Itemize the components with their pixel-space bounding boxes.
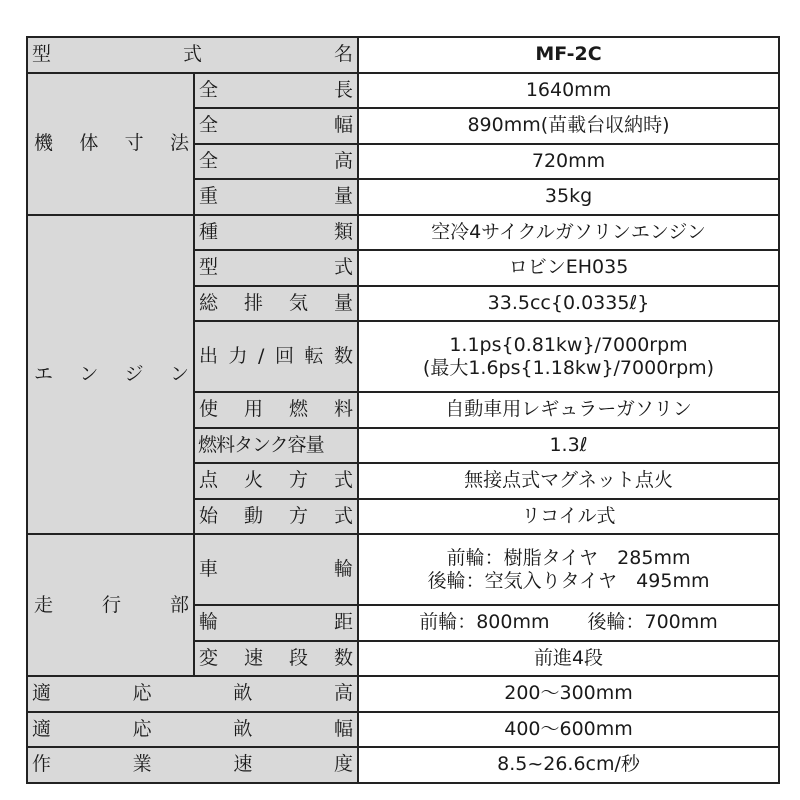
label-width bbox=[194, 108, 358, 144]
label-char: 転 bbox=[304, 345, 324, 368]
row-model bbox=[27, 37, 779, 73]
label-char: 式 bbox=[334, 469, 354, 492]
label-output bbox=[194, 321, 358, 392]
label-char: 料 bbox=[334, 398, 354, 421]
label-char: 段 bbox=[289, 646, 309, 669]
label-char: / bbox=[258, 345, 265, 368]
label-weight bbox=[194, 179, 358, 215]
row-wheels bbox=[27, 534, 779, 570]
value-engine-type: 空冷4サイクルガソリンエンジン bbox=[358, 215, 779, 251]
spec-sheet bbox=[26, 36, 778, 784]
label-ignition bbox=[194, 463, 358, 499]
value-width: 890mm(苗載台収納時) bbox=[358, 108, 779, 144]
label-char: 重 bbox=[199, 185, 219, 208]
label-char: 方 bbox=[289, 504, 309, 527]
value-ridge-width: 400～600mm bbox=[358, 712, 779, 748]
value-ignition: 無接点式マグネット点火 bbox=[358, 463, 779, 499]
label-tank bbox=[194, 428, 358, 464]
label-char: 全 bbox=[199, 78, 219, 101]
label-char: 型 bbox=[199, 256, 219, 279]
row-ridge-width bbox=[27, 712, 779, 748]
label-starting bbox=[194, 499, 358, 535]
group-char: 走 bbox=[34, 593, 54, 616]
label-ridge-width bbox=[27, 712, 358, 748]
label-char: 長 bbox=[334, 78, 354, 101]
label-char: 型 bbox=[32, 43, 52, 66]
label-char: 数 bbox=[333, 345, 353, 368]
label-char: 速 bbox=[244, 646, 264, 669]
label-char: 式 bbox=[334, 256, 354, 279]
label-char: 気 bbox=[289, 291, 309, 314]
label-engine-type bbox=[194, 215, 358, 251]
label-gears bbox=[194, 641, 358, 677]
value-fuel: 自動車用レギュラーガソリン bbox=[358, 392, 779, 428]
label-char: 輪 bbox=[199, 611, 219, 634]
value-tank: 1.3ℓ bbox=[358, 428, 779, 464]
label-char: 燃 bbox=[289, 398, 309, 421]
label-engine-model bbox=[194, 250, 358, 286]
value-output-line: (最大1.6ps{1.18kw}/7000rpm) bbox=[422, 356, 715, 379]
label-char: 全 bbox=[199, 114, 219, 137]
label-char: 作 bbox=[32, 753, 52, 776]
group-char: 体 bbox=[79, 132, 99, 155]
value-displacement: 33.5cc{0.0335ℓ} bbox=[358, 286, 779, 322]
label-char: 幅 bbox=[334, 114, 354, 137]
label-char: 距 bbox=[334, 611, 354, 634]
row-length bbox=[27, 73, 779, 109]
group-char: ン bbox=[169, 362, 189, 385]
label-char: 始 bbox=[199, 504, 219, 527]
value-engine-model: ロビンEH035 bbox=[358, 250, 779, 286]
group-travel bbox=[27, 534, 194, 676]
label-char: 点 bbox=[199, 469, 219, 492]
row-work-speed bbox=[27, 747, 779, 783]
label-char: 速 bbox=[233, 753, 253, 776]
label-displacement bbox=[194, 286, 358, 322]
label-char: 回 bbox=[274, 345, 294, 368]
label-char: 名 bbox=[334, 43, 354, 66]
label-char: 畝 bbox=[233, 682, 253, 705]
value-output bbox=[358, 321, 779, 392]
value-length: 1640mm bbox=[358, 73, 779, 109]
value-wheels-line: 後輪：空気入りタイヤ 495mm bbox=[427, 569, 710, 592]
value-weight: 35kg bbox=[358, 179, 779, 215]
group-char: 部 bbox=[169, 593, 189, 616]
label-char: 種 bbox=[199, 220, 219, 243]
label-char: 度 bbox=[333, 753, 353, 776]
label-char: 幅 bbox=[333, 717, 353, 740]
label-wheelbase bbox=[194, 605, 358, 641]
label-char: 排 bbox=[244, 291, 264, 314]
value-wheelbase: 前輪：800mm 後輪：700mm bbox=[358, 605, 779, 641]
label-char: 高 bbox=[334, 149, 354, 172]
label-char: 動 bbox=[244, 504, 264, 527]
label-char: 用 bbox=[244, 398, 264, 421]
label-char: 業 bbox=[132, 753, 152, 776]
label-char: 畝 bbox=[233, 717, 253, 740]
label-fuel bbox=[194, 392, 358, 428]
spec-table bbox=[26, 36, 780, 784]
label-char: 数 bbox=[334, 646, 354, 669]
label-char: 出 bbox=[199, 345, 219, 368]
label-text: 燃料タンク容量 bbox=[198, 433, 324, 456]
row-engine-type bbox=[27, 215, 779, 251]
label-ridge-height bbox=[27, 676, 358, 712]
value-wheels bbox=[358, 534, 779, 605]
value-starting: リコイル式 bbox=[358, 499, 779, 535]
label-char: 適 bbox=[32, 682, 52, 705]
label-char: 使 bbox=[199, 398, 219, 421]
group-char: 寸 bbox=[124, 132, 144, 155]
label-char: 方 bbox=[289, 469, 309, 492]
group-char: 機 bbox=[34, 132, 54, 155]
value-output-line: 1.1ps{0.81kw}/7000rpm bbox=[449, 333, 688, 356]
group-body-dimensions bbox=[27, 73, 194, 215]
label-work-speed bbox=[27, 747, 358, 783]
label-length bbox=[194, 73, 358, 109]
group-char: 行 bbox=[101, 593, 121, 616]
group-engine bbox=[27, 215, 194, 535]
label-char: 火 bbox=[244, 469, 264, 492]
label-char: 車 bbox=[199, 558, 219, 581]
group-char: エ bbox=[34, 362, 54, 385]
label-height bbox=[194, 144, 358, 180]
label-char: 高 bbox=[333, 682, 353, 705]
row-ridge-height bbox=[27, 676, 779, 712]
label-char: 変 bbox=[199, 646, 219, 669]
label-char: 式 bbox=[183, 43, 203, 66]
label-char: 全 bbox=[199, 149, 219, 172]
label-char: 総 bbox=[199, 291, 219, 314]
label-char: 量 bbox=[334, 291, 354, 314]
label-char: 類 bbox=[334, 220, 354, 243]
label-model bbox=[27, 37, 358, 73]
label-char: 力 bbox=[228, 345, 248, 368]
label-char: 輪 bbox=[334, 558, 354, 581]
label-wheels bbox=[194, 534, 358, 605]
value-ridge-height: 200～300mm bbox=[358, 676, 779, 712]
value-gears: 前進4段 bbox=[358, 641, 779, 677]
group-char: ジ bbox=[124, 362, 144, 385]
model-name: MF-2C bbox=[358, 37, 779, 73]
value-height: 720mm bbox=[358, 144, 779, 180]
group-char: ン bbox=[79, 362, 99, 385]
label-char: 応 bbox=[132, 682, 152, 705]
label-char: 適 bbox=[32, 717, 52, 740]
value-work-speed: 8.5~26.6cm/秒 bbox=[358, 747, 779, 783]
group-char: 法 bbox=[169, 132, 189, 155]
label-char: 量 bbox=[334, 185, 354, 208]
label-char: 応 bbox=[132, 717, 152, 740]
value-wheels-line: 前輪：樹脂タイヤ 285mm bbox=[446, 546, 691, 569]
label-char: 式 bbox=[334, 504, 354, 527]
